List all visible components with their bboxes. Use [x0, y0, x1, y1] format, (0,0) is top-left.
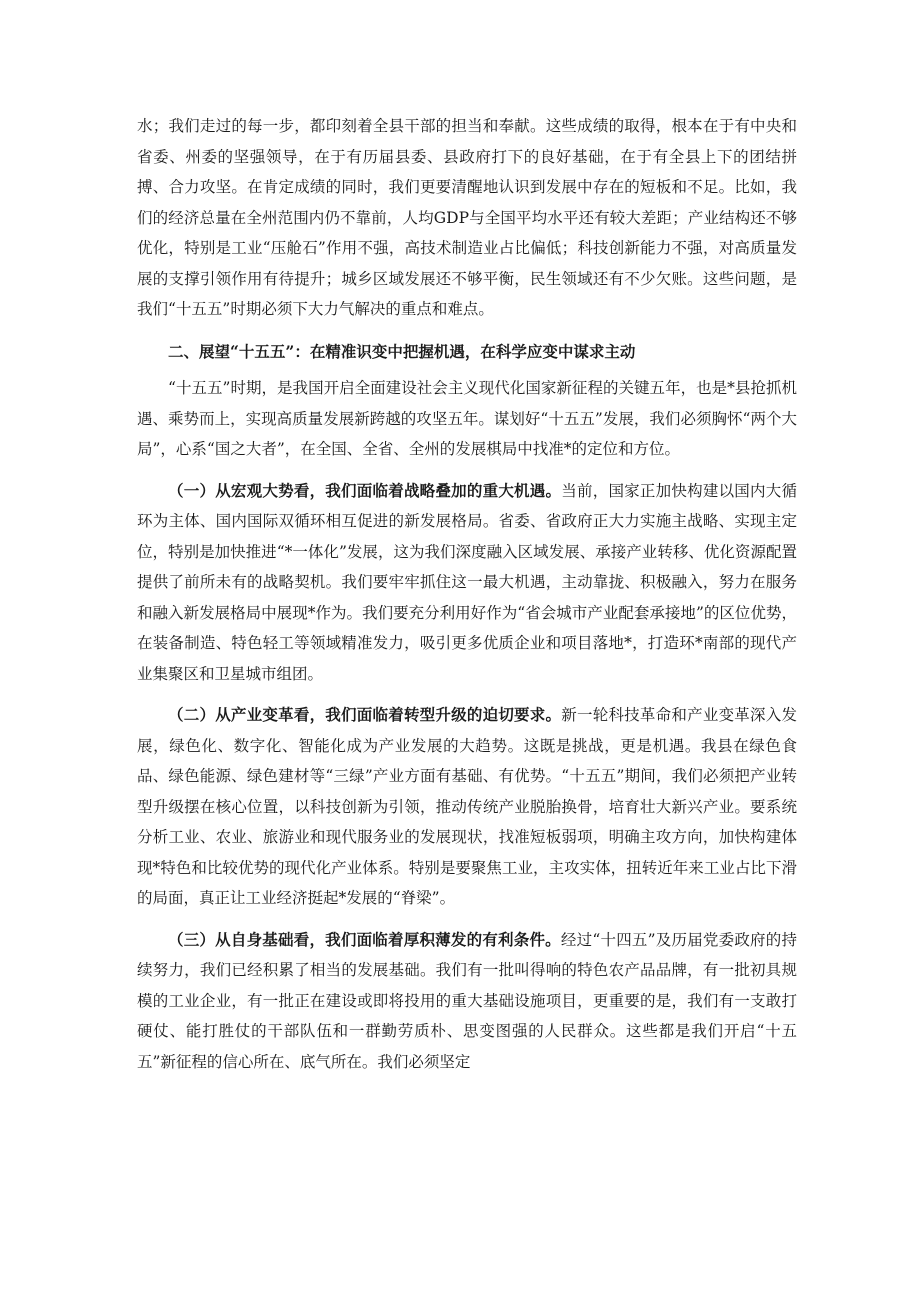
paragraph-lead: （一）从宏观大势看，我们面临着战略叠加的重大机遇。: [168, 480, 562, 500]
paragraph-macro-trend: [137, 476, 797, 690]
paragraph-intro: “十五五”时期，是我国开启全面建设社会主义现代化国家新征程的关键五年，也是*县抢抓机遇、乘势而上，实现高质量发展新跨越的攻坚五年。谋划好“十五五”发展，我们必须胸怀“两个大局”，心系“国之大者”，在全国、全省、全州的发展棋局中找准*的定位和方位。: [137, 379, 797, 458]
paragraph-lead: （三）从自身基础看，我们面临着厚积薄发的有利条件。: [168, 929, 561, 949]
paragraph-lead: （二）从产业变革看，我们面临着转型升级的迫切要求。: [168, 705, 562, 724]
document-page: [137, 0, 797, 1077]
paragraph-body: 当前，国家正加快构建以国内大循环为主体、国内国际双循环相互促进的新发展格局。省委、省政府正大力实施主战略、实现主定位，特别是加快推进“*一体化”发展，这为我们深度融入区域发展、承接产业转移、优化资源配置提供了前所未有的战略契机。我们要牢牢抓住这一最大机遇，主动靠拢、积极融入，努力在服务和融入新发展格局中展现*作为。我们要充分利用好作为“省会城市产业配套承接地”的区位优势，在装备制造、特色轻工等领域精准发力，吸引更多优质企业和项目落地*，打造环*南部的现代产业集聚区和卫星城市组团。: [137, 481, 797, 683]
paragraph-achievements: 水；我们走过的每一步，都印刻着全县干部的担当和奉献。这些成绩的取得，根本在于有中央和省委、州委的坚强领导，在于有历届县委、县政府打下的良好基础，在于有全县上下的团结拼搏、合力攻坚。在肯定成绩的同时，我们更要清醒地认识到发展中存在的短板和不足。比如，我们的经济总量在全州范围内仍不靠前，人均GDP与全国平均水平还有较大差距；产业结构还不够优化，特别是工业“压舱石”作用不强，高技术制造业占比偏低；科技创新能力不强，对高质量发展的支撑引领作用有待提升；城乡区域发展还不够平衡，民生领域还有不少欠账。这些问题，是我们“十五五”时期必须下大力气解决的重点和难点。: [137, 117, 797, 318]
section-heading-outlook: 二、展望“十五五”：在精准识变中把握机遇，在科学应变中谋求主动: [168, 341, 636, 361]
paragraph-industrial-change: [137, 700, 797, 914]
paragraph-body: 经过“十四五”及历届党委政府的持续努力，我们已经积累了相当的发展基础。我们有一批叫得响的特色农产品品牌，有一批初具规模的工业企业，有一批正在建设或即将投用的重大基础设施项目，更重要的是，我们有一支敢打硬仗、能打胜仗的干部队伍和一群勤劳质朴、思变图强的人民群众。这些都是我们开启“十五五”新征程的信心所在、底气所在。我们必须坚定: [137, 930, 797, 1071]
paragraph-body: 新一轮科技革命和产业变革深入发展，绿色化、数字化、智能化成为产业发展的大趋势。这既是挑战，更是机遇。我县在绿色食品、绿色能源、绿色建材等“三绿”产业方面有基础、有优势。“十五五”期间，我们必须把产业转型升级摆在核心位置，以科技创新为引领，推动传统产业脱胎换骨，培育壮大新兴产业。要系统分析工业、农业、旅游业和现代服务业的发展现状，找准短板弱项，明确主攻方向，加快构建体现*特色和比较优势的现代化产业体系。特别是要聚焦工业，主攻实体，扭转近年来工业占比下滑的局面，真正让工业经济挺起*发展的“脊梁”。: [137, 706, 797, 907]
paragraph-own-foundation: [137, 925, 797, 1078]
